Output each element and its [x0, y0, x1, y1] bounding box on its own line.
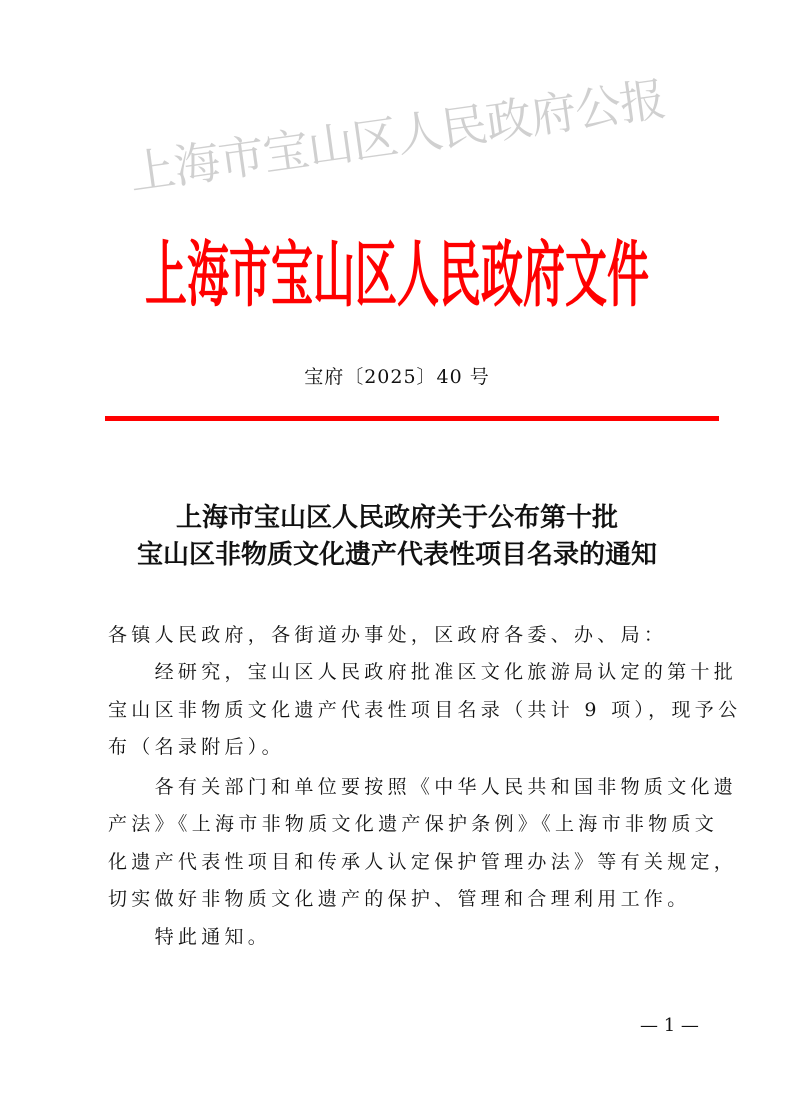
body-line: 各镇人民政府，各街道办事处，区政府各委、办、局： [108, 624, 668, 646]
body-line: 化遗产代表性项目和传承人认定保护管理办法》等有关规定， [108, 851, 738, 873]
watermark: 上海市宝山区人民政府公报 [125, 71, 669, 201]
body-line: 切实做好非物质文化遗产的保护、管理和合理利用工作。 [108, 888, 691, 910]
body-line: 经研究，宝山区人民政府批准区文化旅游局认定的第十批 [108, 661, 738, 683]
body-line: 布（名录附后）。 [108, 736, 285, 758]
document-number: 宝府〔2025〕40 号 [304, 366, 490, 388]
red-divider [105, 416, 719, 421]
body-line: 宝山区非物质文化遗产代表性项目名录（共计 9 项），现予公 [108, 699, 742, 721]
page-number: — 1 — [640, 1015, 699, 1036]
title-line-2: 宝山区非物质文化遗产代表性项目名录的通知 [136, 540, 657, 570]
body-line: 产法》《上海市非物质文化遗产保护条例》《上海市非物质文 [108, 813, 719, 835]
body-line: 特此通知。 [108, 926, 272, 948]
issuer-title: 上海市宝山区人民政府文件 [144, 233, 649, 317]
body-line: 各有关部门和单位要按照《中华人民共和国非物质文化遗 [108, 776, 738, 798]
title-line-1: 上海市宝山区人民政府关于公布第十批 [175, 503, 618, 533]
